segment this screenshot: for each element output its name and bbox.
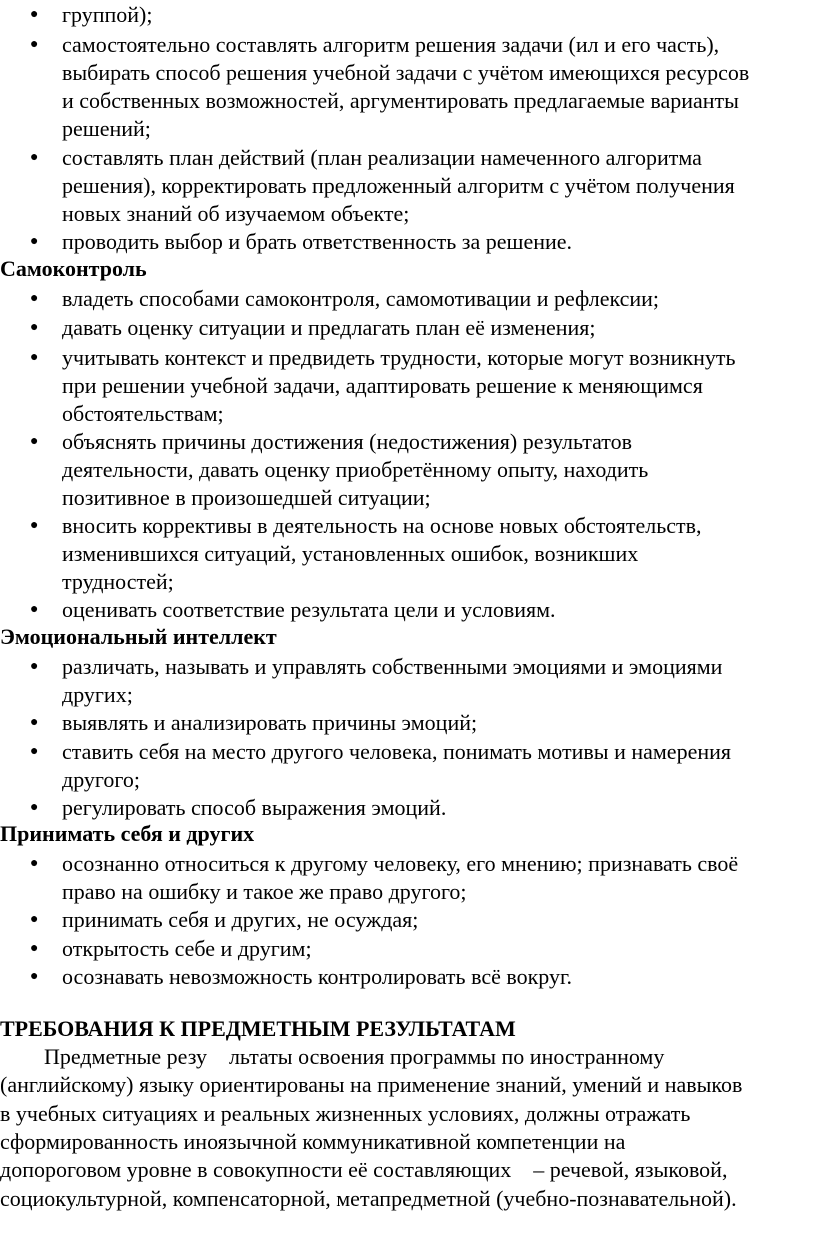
bullet-icon: ●: [30, 602, 39, 617]
list-item-line: осознанно относиться к другому человеку, его мнению; признавать своё: [62, 851, 739, 876]
list-item-line: трудностей;: [62, 569, 174, 594]
list-item-line: осознавать невозможность контролировать всё вокруг.: [62, 964, 573, 989]
bullet-icon: ●: [30, 800, 39, 815]
section-heading-emotional-intelligence: Эмоциональный интеллект: [0, 624, 277, 649]
paragraph-line: допороговом уровне в совокупности её составляющих – речевой, языковой,: [0, 1157, 728, 1182]
list-item-line: вносить коррективы в деятельность на основе новых обстоятельств,: [62, 513, 702, 538]
bullet-icon: ●: [30, 518, 39, 533]
bullet-icon: ●: [30, 291, 39, 306]
paragraph-line: (английскому) языку ориентированы на применение знаний, умений и навыков: [0, 1072, 743, 1097]
bullet-icon: ●: [30, 941, 39, 956]
paragraph-line: в учебных ситуациях и реальных жизненных условиях, должны отражать: [0, 1101, 691, 1126]
bullet-icon: ●: [30, 744, 39, 759]
list-item-line: различать, называть и управлять собственными эмоциями и эмоциями: [62, 654, 723, 679]
list-item-line: и собственных возможностей, аргументировать предлагаемые варианты: [62, 88, 739, 113]
bullet-icon: ●: [30, 350, 39, 365]
bullet-icon: ●: [30, 715, 39, 730]
list-item-line: принимать себя и других, не осуждая;: [62, 907, 419, 932]
section-title-subject-results: ТРЕБОВАНИЯ К ПРЕДМЕТНЫМ РЕЗУЛЬТАТАМ: [0, 1016, 516, 1041]
list-item-line: других;: [62, 682, 133, 707]
paragraph-line: социокультурной, компенсаторной, метапредметной (учебно-познавательной).: [0, 1186, 737, 1211]
list-item-line: самостоятельно составлять алгоритм решения задачи (ил и его часть),: [62, 32, 720, 57]
section-heading-acceptance: Принимать себя и других: [0, 821, 255, 846]
bullet-icon: ●: [30, 969, 39, 984]
list-item-line: владеть способами самоконтроля, самомотивации и рефлексии;: [62, 286, 660, 311]
bullet-icon: ●: [30, 659, 39, 674]
list-item-line: составлять план действий (план реализации намеченного алгоритма: [62, 145, 702, 170]
bullet-icon: ●: [30, 320, 39, 335]
bullet-icon: ●: [30, 150, 39, 165]
list-item-line: при решении учебной задачи, адаптировать решение к меняющимся: [62, 373, 703, 398]
bullet-icon: ●: [30, 856, 39, 871]
paragraph-line: Предметные резу льтаты освоения программы по иностранному: [0, 1044, 665, 1069]
list-item-line: решения), корректировать предложенный алгоритм с учётом получения: [62, 173, 735, 198]
list-item-line: выявлять и анализировать причины эмоций;: [62, 710, 478, 735]
bullet-icon: ●: [30, 37, 39, 52]
list-item-line: позитивное в произошедшей ситуации;: [62, 485, 431, 510]
list-item-line: решений;: [62, 116, 151, 141]
list-item-line: новых знаний об изучаемом объекте;: [62, 201, 410, 226]
paragraph-line: сформированность иноязычной коммуникативной компетенции на: [0, 1129, 626, 1154]
list-item-line: проводить выбор и брать ответственность за решение.: [62, 229, 573, 254]
bullet-icon: ●: [30, 434, 39, 449]
list-item-line: учитывать контекст и предвидеть трудности, которые могут возникнуть: [62, 345, 736, 370]
list-item-line: выбирать способ решения учебной задачи с учётом имеющихся ресурсов: [62, 60, 750, 85]
list-item-line: оценивать соответствие результата цели и условиям.: [62, 597, 556, 622]
list-item-line: ставить себя на место другого человека, понимать мотивы и намерения: [62, 739, 732, 764]
list-item-line: группой);: [62, 2, 153, 27]
list-item-line: регулировать способ выражения эмоций.: [62, 795, 447, 820]
section-heading-self-control: Самоконтроль: [0, 256, 147, 281]
bullet-icon: ●: [30, 234, 39, 249]
list-item-line: другого;: [62, 767, 140, 792]
list-item-line: обстоятельствам;: [62, 401, 224, 426]
list-item-line: изменившихся ситуаций, установленных ошибок, возникших: [62, 541, 639, 566]
bullet-icon: ●: [30, 7, 39, 22]
list-item-line: объяснять причины достижения (недостижения) результатов: [62, 429, 633, 454]
list-item-line: давать оценку ситуации и предлагать план её изменения;: [62, 315, 596, 340]
list-item-line: открытость себе и другим;: [62, 936, 312, 961]
list-item-line: деятельности, давать оценку приобретённому опыту, находить: [62, 457, 649, 482]
bullet-icon: ●: [30, 912, 39, 927]
list-item-line: право на ошибку и такое же право другого;: [62, 879, 467, 904]
